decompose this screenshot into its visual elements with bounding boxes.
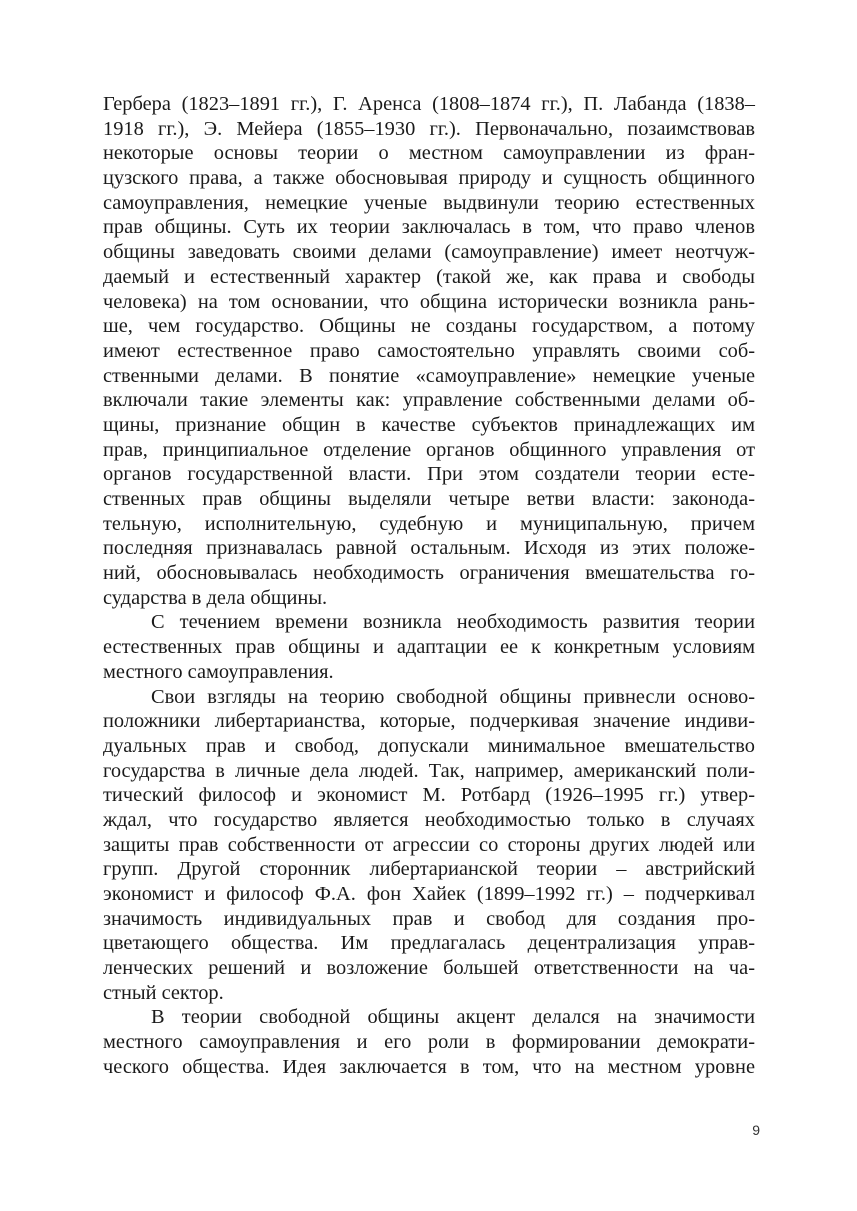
- text-line: экономист и философ Ф.А. фон Хайек (1899–1992 гг.) – подчеркивал: [103, 883, 755, 905]
- text-line: щины, признание общин в качестве субъектов принадлежащих им: [103, 413, 755, 436]
- text-line: имеют естественное право самостоятельно управлять своими соб-: [103, 339, 755, 362]
- text-line: С течением времени возникла необходимость развития теории: [151, 611, 755, 634]
- text-line: местного самоуправления и его роли в формировании демократи-: [103, 1031, 755, 1054]
- text-line: дуальных прав и свобод, допускали минимальное вмешательство: [103, 734, 755, 757]
- text-line: тический философ и экономист М. Ротбард (1926–1995 гг.) утвер-: [103, 784, 755, 807]
- text-line: сударства в дела общины.: [103, 586, 328, 609]
- text-line: цузского права, а также обосновывая природу и сущность общинного: [103, 167, 755, 190]
- text-line: ше, чем государство. Общины не созданы государством, а потому: [103, 315, 755, 338]
- text-line: ческого общества. Идея заключается в том, что на местном уровне: [103, 1055, 755, 1078]
- text-line: 1918 гг.), Э. Мейера (1855–1930 гг.). Первоначально, позаимствовав: [103, 117, 755, 140]
- text-line: общины заведовать своими делами (самоуправление) имеет неотчуж-: [103, 241, 755, 264]
- text-line: цветающего общества. Им предлагалась децентрализация управ-: [103, 932, 755, 955]
- text-line: государства в личные дела людей. Так, например, американский поли-: [103, 759, 755, 782]
- text-line: групп. Другой сторонник либертарианской теории – австрийский: [103, 858, 755, 881]
- text-line: стный сектор.: [103, 981, 224, 1004]
- text-line: ждал, что государство является необходимостью только в случаях: [103, 808, 755, 831]
- text-line: Гербера (1823–1891 гг.), Г. Аренса (1808–1874 гг.), П. Лабанда (1838–: [103, 93, 755, 115]
- text-line: некоторые основы теории о местном самоуправлении из фран-: [103, 142, 755, 165]
- page-number: 9: [752, 1122, 760, 1138]
- text-line: естественных прав общины и адаптации ее к конкретным условиям: [103, 636, 755, 659]
- text-line: положники либертарианства, которые, подчеркивая значение индиви-: [103, 710, 755, 733]
- text-line: защиты прав собственности от агрессии со стороны других людей или: [103, 833, 755, 856]
- text-line: прав общины. Суть их теории заключалась в том, что право членов: [103, 216, 755, 239]
- text-line: местного самоуправления.: [103, 660, 334, 683]
- text-line: Свои взгляды на теорию свободной общины привнесли осново-: [151, 685, 755, 708]
- text-line: самоуправления, немецкие ученые выдвинули теорию естественных: [103, 191, 755, 214]
- text-line: человека) на том основании, что община исторически возникла рань-: [103, 290, 755, 313]
- text-line: В теории свободной общины акцент делался на значимости: [151, 1006, 755, 1029]
- text-line: даемый и естественный характер (такой же, как права и свободы: [103, 265, 755, 288]
- text-line: значимость индивидуальных прав и свобод для создания про-: [103, 907, 755, 930]
- text-line: прав, принципиальное отделение органов общинного управления от: [103, 438, 755, 461]
- body-text: [103, 92, 755, 1080]
- text-line: органов государственной власти. При этом создатели теории есте-: [103, 463, 755, 486]
- text-line: включали такие элементы как: управление собственными делами об-: [103, 389, 755, 412]
- text-line: ственных прав общины выделяли четыре ветви власти: законода-: [103, 488, 755, 510]
- text-line: ний, обосновывалась необходимость ограничения вмешательства го-: [103, 562, 755, 585]
- text-line: последняя признавалась равной остальным. Исходя из этих положе-: [103, 537, 755, 560]
- text-line: ленческих решений и возложение большей ответственности на ча-: [103, 957, 755, 980]
- text-line: тельную, исполнительную, судебную и муниципальную, причем: [103, 512, 755, 535]
- text-line: ственными делами. В понятие «самоуправление» немецкие ученые: [103, 364, 755, 387]
